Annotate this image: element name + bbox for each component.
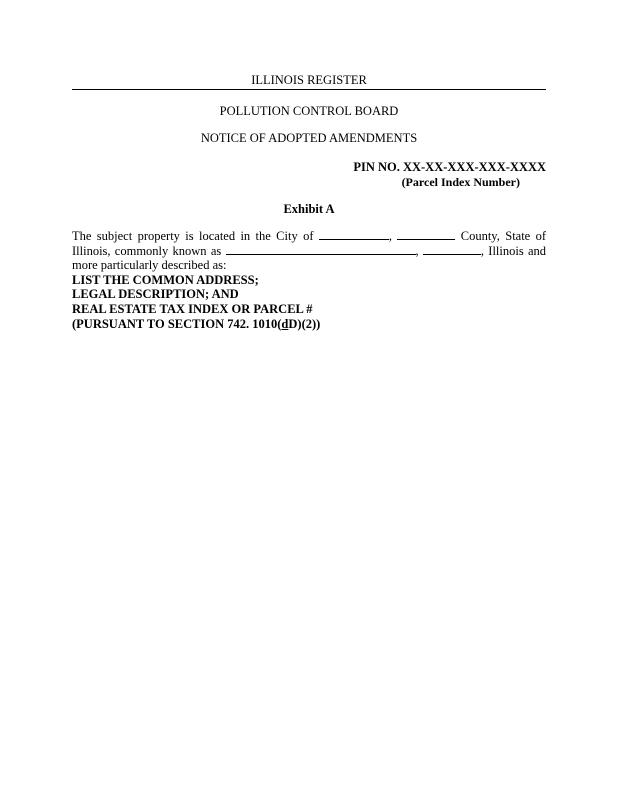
pin-label: (Parcel Index Number) <box>401 175 520 189</box>
header-rule <box>72 89 546 90</box>
body-line-3: more particularly described as: <box>72 258 227 273</box>
separator: , <box>415 243 419 258</box>
body-line-1 <box>72 229 546 244</box>
property-description <box>72 229 546 331</box>
notice-title: NOTICE OF ADOPTED AMENDMENTS <box>200 131 418 145</box>
body-text: County, State of <box>460 229 547 243</box>
body-line-2 <box>72 244 546 259</box>
address-blank <box>226 244 416 255</box>
pin-number: PIN NO. XX-XX-XXX-XXX-XXXX <box>353 160 546 174</box>
body-text: , Illinois and <box>480 243 547 258</box>
county-blank <box>397 229 455 240</box>
list-item-tax-index: REAL ESTATE TAX INDEX OR PARCEL # <box>72 301 313 316</box>
separator: , <box>388 229 392 243</box>
list-item-common-address: LIST THE COMMON ADDRESS; <box>72 272 259 287</box>
section-ref-text: D)(2)) <box>288 316 321 331</box>
register-header: ILLINOIS REGISTER <box>251 73 367 87</box>
list-item-legal-description: LEGAL DESCRIPTION; AND <box>72 287 239 302</box>
city-blank <box>319 229 389 240</box>
zip-blank <box>423 244 481 255</box>
section-ref-text: (PURSUANT TO SECTION 742. 1010( <box>72 316 282 331</box>
body-text: Illinois, commonly known as <box>72 243 222 258</box>
board-name: POLLUTION CONTROL BOARD <box>219 104 399 118</box>
exhibit-title: Exhibit A <box>283 202 335 216</box>
body-text: The subject property is located in the City of <box>72 229 314 243</box>
section-ref-underlined: d <box>281 316 289 331</box>
list-item-section-ref <box>72 317 546 332</box>
